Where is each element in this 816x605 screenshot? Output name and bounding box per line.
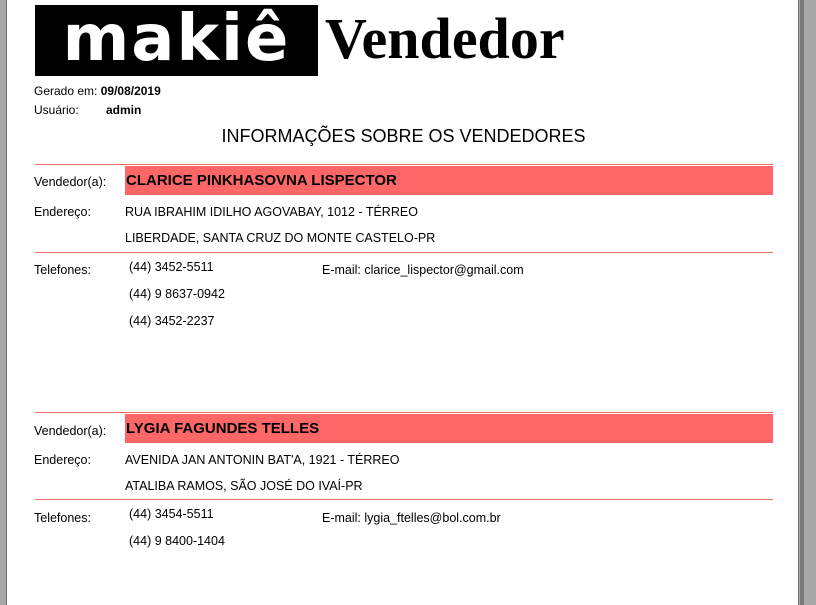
page-shadow: [800, 0, 804, 605]
address-line-2: LIBERDADE, SANTA CRUZ DO MONTE CASTELO-PR: [125, 231, 436, 245]
address-line-1: AVENIDA JAN ANTONIN BAT'A, 1921 - TÉRREO: [125, 453, 400, 467]
user-value: admin: [106, 103, 142, 117]
generated-label: Gerado em:: [34, 84, 98, 98]
phones-label: Telefones:: [34, 511, 91, 525]
address-label: Endereço:: [34, 453, 91, 467]
phone-number: (44) 9 8637-0942: [129, 287, 225, 301]
email: E-mail: clarice_lispector@gmail.com: [322, 263, 524, 277]
user-info: [34, 103, 142, 117]
seller-name: CLARICE PINKHASOVNA LISPECTOR: [125, 166, 773, 195]
divider: [35, 164, 773, 165]
section-title: INFORMAÇÕES SOBRE OS VENDEDORES: [221, 126, 586, 146]
generated-date: 09/08/2019: [100, 84, 161, 98]
phone-number: (44) 3452-5511: [129, 260, 214, 274]
address-line-2: ATALIBA RAMOS, SÃO JOSÉ DO IVAÍ-PR: [125, 479, 363, 493]
phones-label: Telefones:: [34, 263, 91, 277]
report-title: Vendedor: [325, 6, 565, 71]
logo-text: makiê: [62, 1, 291, 76]
email: E-mail: lygia_ftelles@bol.com.br: [322, 511, 501, 525]
phone-number: (44) 3452-2237: [129, 314, 215, 328]
address-label: Endereço:: [34, 205, 91, 219]
company-logo: [35, 1, 318, 76]
seller-label: Vendedor(a):: [34, 424, 107, 438]
seller-name: LYGIA FAGUNDES TELLES: [125, 414, 773, 443]
user-label: Usuário:: [34, 103, 79, 117]
divider: [35, 499, 773, 500]
divider: [35, 412, 773, 413]
phone-number: (44) 9 8400-1404: [129, 534, 225, 548]
seller-label: Vendedor(a):: [34, 175, 107, 189]
generated-info: [34, 84, 161, 98]
phone-number: (44) 3454-5511: [129, 507, 214, 521]
divider: [35, 252, 773, 253]
address-line-1: RUA IBRAHIM IDILHO AGOVABAY, 1012 - TÉRREO: [125, 205, 418, 219]
report-page: [6, 0, 799, 605]
